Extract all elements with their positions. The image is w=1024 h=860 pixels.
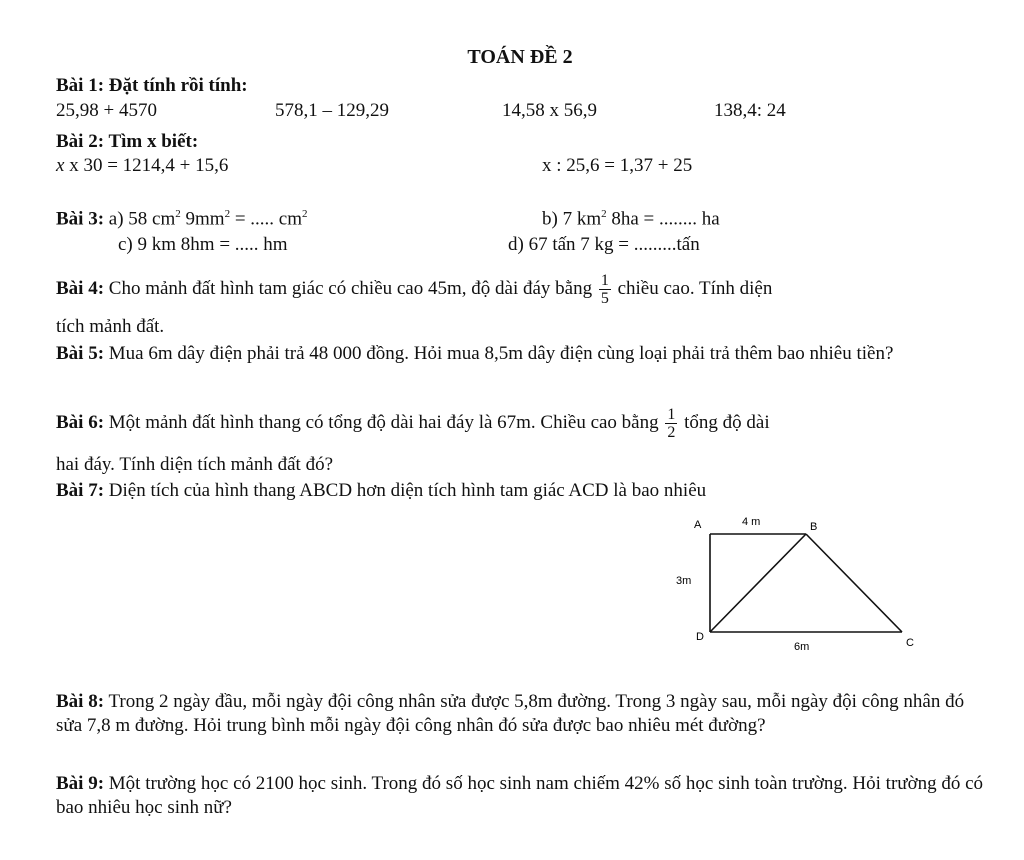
bai5-text: Mua 6m dây điện phải trả 48 000 đồng. Hỏi mua 8,5m dây điện cùng loại phải trả thêm bao nhiêu tiền?	[108, 343, 894, 364]
bai4-line-2: tích mảnh đất.	[56, 316, 165, 337]
bai2-eq-2: x : 25,6 = 1,37 + 25	[542, 155, 693, 176]
edge-bc	[806, 534, 902, 632]
bai3-a-exp-2: 2	[224, 208, 231, 220]
left-length-label: 3m	[676, 575, 692, 587]
bai4-text-1: Cho mảnh đất hình tam giác có chiều cao 45m, độ dài đáy bằng	[108, 277, 593, 299]
bai3-row-1	[56, 208, 308, 230]
bai6-frac-den: 2	[667, 424, 676, 441]
bai4-fraction	[599, 272, 611, 307]
bai6-fraction	[665, 406, 677, 441]
bai2-eq-1-text: x 30 = 1214,4 + 15,6	[69, 155, 229, 176]
bai4-frac-num: 1	[600, 272, 609, 289]
bai3-b-exp: 2	[601, 208, 607, 220]
edge-db	[710, 534, 806, 632]
bai3-a-pre: a) 58 cm	[108, 208, 176, 230]
bai4-label: Bài 4:	[56, 277, 105, 299]
bai9-paragraph	[56, 772, 986, 820]
bai6-text-2: tổng độ dài	[684, 411, 770, 433]
bai3-label: Bài 3:	[56, 208, 105, 230]
bai4-line-1	[56, 272, 772, 307]
vertex-d-label: D	[696, 631, 704, 643]
bai2-label: Bài 2:	[56, 131, 105, 152]
bai1-op-4: 138,4: 24	[714, 100, 786, 121]
bai1-op-1: 25,98 + 4570	[56, 100, 157, 121]
bai6-line-2: hai đáy. Tính diện tích mảnh đất đó?	[56, 454, 334, 475]
bai3-a-exp-1: 2	[175, 208, 181, 220]
bai3-b	[542, 208, 720, 230]
bai1-header	[56, 74, 248, 98]
bai8-text: Trong 2 ngày đầu, mỗi ngày đội công nhân sửa được 5,8m đường. Trong 3 ngày sau, mỗi ngày đội công nhân đó sửa 7,8 m đường. Hỏi trung bình mỗi ngày đội công nhân đó sửa được bao nhiêu mét đường?	[56, 691, 965, 736]
bai2-heading: Tìm x biết:	[108, 131, 199, 152]
bai1-heading: Đặt tính rồi tính:	[108, 75, 248, 96]
bai9-text: Một trường học có 2100 học sinh. Trong đó số học sinh nam chiếm 42% số học sinh toàn trường. Hỏi trường đó có bao nhiêu học sinh nữ?	[56, 773, 984, 818]
bai5-label: Bài 5:	[56, 343, 105, 364]
bai5-paragraph	[56, 342, 986, 366]
vertex-c-label: C	[906, 637, 914, 649]
page-title: TOÁN ĐỀ 2	[467, 46, 573, 68]
x-variable-glyph: x	[56, 155, 65, 176]
bai8-label: Bài 8:	[56, 691, 105, 712]
bai6-line-1	[56, 406, 770, 441]
bai4-frac-den: 5	[600, 290, 609, 307]
bai1-label: Bài 1:	[56, 75, 105, 96]
bottom-length-label: 6m	[794, 641, 810, 653]
bai3-a-exp-3: 2	[302, 208, 308, 220]
bai3-b-post: 8ha = ........ ha	[606, 208, 720, 230]
bai6-label: Bài 6:	[56, 411, 105, 433]
vertex-b-label: B	[810, 521, 818, 533]
bai3-a-mid: 9mm	[180, 208, 225, 230]
bai2-header	[56, 130, 198, 154]
bai7-label: Bài 7:	[56, 480, 105, 501]
bai9-label: Bài 9:	[56, 773, 105, 794]
bai1-op-3: 14,58 x 56,9	[502, 100, 597, 121]
bai6-frac-num: 1	[667, 406, 676, 423]
bai3-a-post: = ..... cm	[230, 208, 303, 230]
bai6-text-1: Một mảnh đất hình thang có tổng độ dài hai đáy là 67m. Chiều cao bằng	[108, 411, 659, 433]
bai7-text: Diện tích của hình thang ABCD hơn diện tích hình tam giác ACD là bao nhiêu	[108, 480, 707, 501]
trapezoid-figure	[670, 510, 930, 660]
vertex-a-label: A	[694, 519, 702, 531]
bai4-text-2: chiều cao. Tính diện	[617, 277, 773, 299]
bai7-line	[56, 480, 706, 502]
bai3-c: c) 9 km 8hm = ..... hm	[118, 234, 288, 255]
bai2-eq-1	[56, 155, 228, 177]
bai3-d: d) 67 tấn 7 kg = .........tấn	[508, 234, 700, 255]
bai3-b-pre: b) 7 km	[542, 208, 602, 230]
bai8-paragraph	[56, 690, 986, 738]
top-length-label: 4 m	[742, 516, 761, 528]
bai1-op-2: 578,1 – 129,29	[275, 100, 389, 121]
